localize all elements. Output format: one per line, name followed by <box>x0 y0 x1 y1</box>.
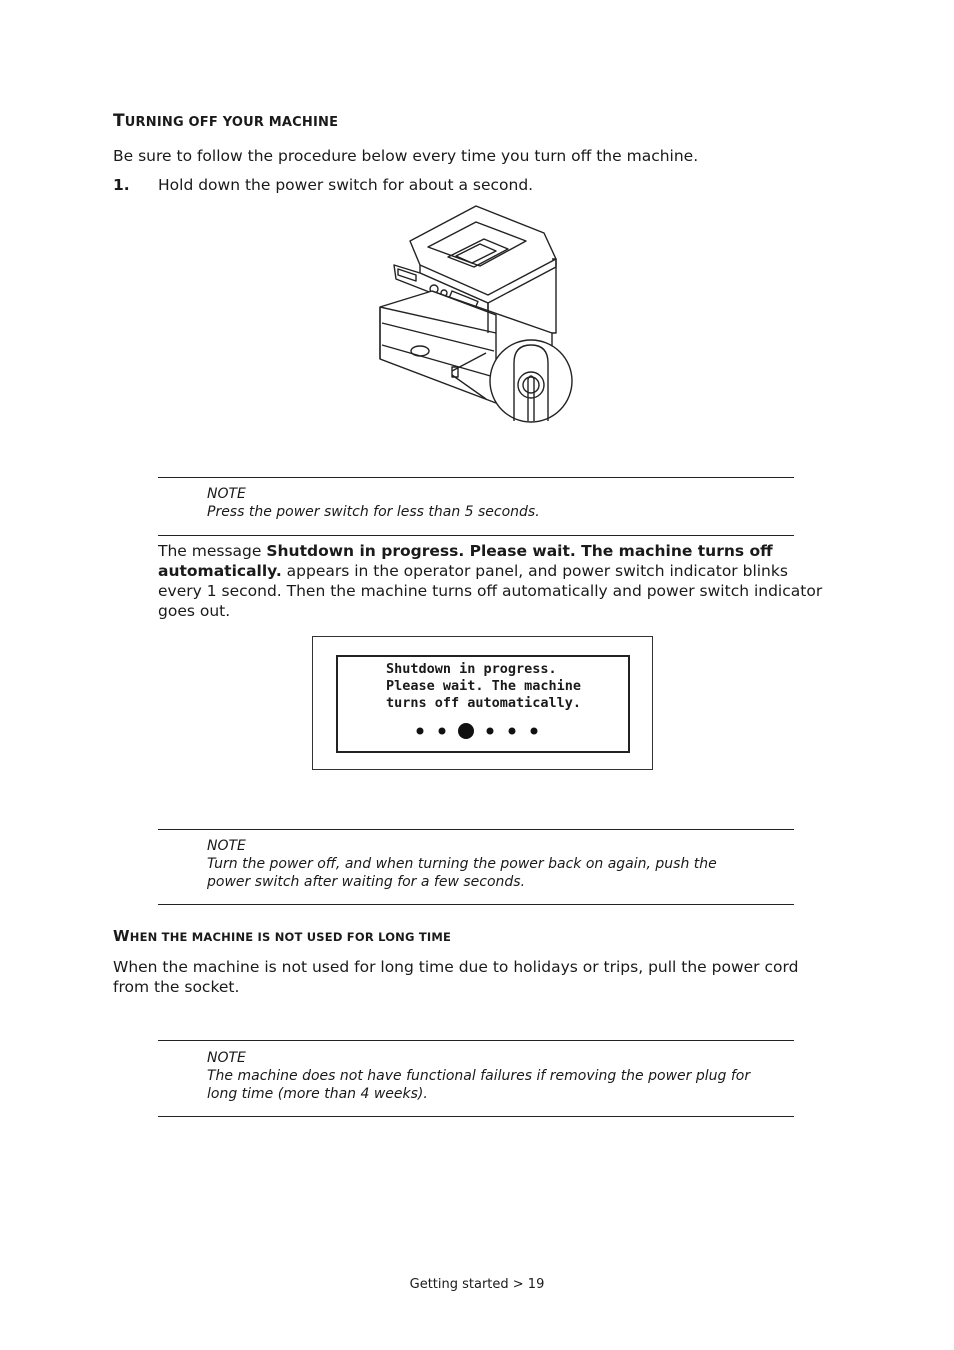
note-divider-top <box>158 477 794 478</box>
note-divider-bottom <box>158 535 794 536</box>
note-label: NOTE <box>207 838 246 854</box>
step-text: Hold down the power switch for about a second. <box>158 176 534 194</box>
long-time-paragraph <box>113 957 853 997</box>
message-line2-rest: appears in the operator panel, and power switch indicator blinks <box>281 562 788 580</box>
page-footer: Getting started > 19 <box>409 1277 545 1292</box>
progress-dots <box>408 719 548 743</box>
long-time-line-1: When the machine is not used for long time due to holidays or trips, pull the power cord <box>113 958 799 976</box>
note-text: Press the power switch for less than 5 seconds. <box>207 504 540 520</box>
message-line4: goes out. <box>158 602 231 620</box>
lcd-line-1: Shutdown in progress. <box>386 661 557 677</box>
note-line-2: long time (more than 4 weeks). <box>207 1086 428 1102</box>
operator-panel-frame <box>312 636 653 770</box>
message-paragraph <box>158 541 848 621</box>
note-line-2: power switch after waiting for a few seconds. <box>207 874 526 890</box>
message-bold-line1: Shutdown in progress. Please wait. The machine turns off <box>266 542 773 560</box>
message-bold-line2: automatically. <box>158 562 282 580</box>
long-time-line-2: from the socket. <box>113 978 240 996</box>
note-label: NOTE <box>207 1050 246 1066</box>
step-number: 1. <box>113 176 130 194</box>
message-line3: every 1 second. Then the machine turns off automatically and power switch indicator <box>158 582 823 600</box>
lcd-screen <box>336 655 630 753</box>
heading-rest: URNING OFF YOUR MACHINE <box>124 115 339 130</box>
note-line-1: Turn the power off, and when turning the power back on again, push the <box>207 856 717 872</box>
section-heading-long-time <box>113 927 451 945</box>
printer-illustration <box>376 203 574 427</box>
lcd-line-2: Please wait. The machine <box>386 678 582 694</box>
note-label: NOTE <box>207 486 246 502</box>
note-divider-top <box>158 1040 794 1041</box>
note-divider-bottom <box>158 1116 794 1117</box>
note-divider-bottom <box>158 904 794 905</box>
message-prefix: The message <box>158 542 267 560</box>
note-divider-top <box>158 829 794 830</box>
lcd-line-3: turns off automatically. <box>386 695 582 711</box>
heading-initial: T <box>113 111 125 131</box>
intro-paragraph: Be sure to follow the procedure below every time you turn off the machine. <box>113 147 699 165</box>
heading-initial: W <box>113 927 130 945</box>
note-line-1: The machine does not have functional failures if removing the power plug for <box>207 1068 751 1084</box>
heading-rest: HEN THE MACHINE IS NOT USED FOR LONG TIME <box>129 930 452 944</box>
section-heading-turning-off <box>113 111 338 131</box>
